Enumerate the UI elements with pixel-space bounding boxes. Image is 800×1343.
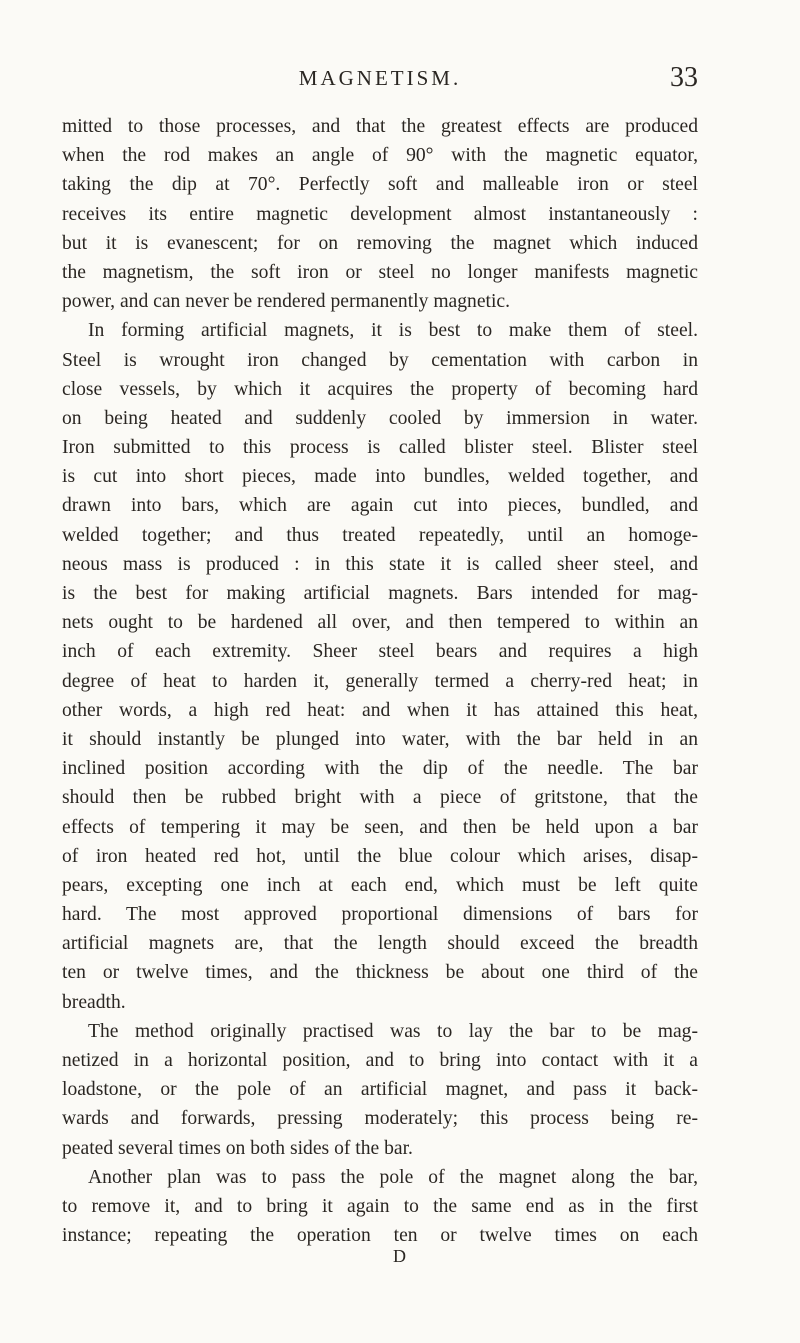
text-line: instance; repeating the operation ten or twelve times on each xyxy=(62,1225,698,1247)
text-line: pears, excepting one inch at each end, which must be left quite xyxy=(62,874,698,896)
text-line: Iron submitted to this process is called blister steel. Blister steel xyxy=(62,437,698,459)
text-line: neous mass is produced : in this state it is called sheer steel, and xyxy=(62,553,698,575)
text-line: Another plan was to pass the pole of the magnet along the bar, xyxy=(88,1166,698,1188)
text-line: degree of heat to harden it, generally termed a cherry-red heat; in xyxy=(62,670,698,692)
paragraph xyxy=(62,112,698,316)
page-header xyxy=(62,62,698,96)
running-head: MAGNETISM. xyxy=(298,66,462,90)
text-line: hard. The most approved proportional dimensions of bars for xyxy=(62,904,698,926)
text-line: nets ought to be hardened all over, and then tempered to within an xyxy=(62,612,698,634)
text-line: inclined position according with the dip of the needle. The bar xyxy=(62,758,698,780)
text-line: effects of tempering it may be seen, and then be held upon a bar xyxy=(62,816,698,838)
text-line: welded together; and thus treated repeatedly, until an homoge- xyxy=(62,524,698,546)
body-text xyxy=(62,112,698,1250)
paragraph xyxy=(62,316,698,1017)
text-line: close vessels, by which it acquires the property of becoming hard xyxy=(62,378,698,400)
page-number: 33 xyxy=(670,62,698,93)
text-line: is cut into short pieces, made into bundles, welded together, and xyxy=(62,466,698,488)
text-line: other words, a high red heat: and when it has attained this heat, xyxy=(62,699,698,721)
paragraph xyxy=(62,1163,698,1251)
paragraph xyxy=(62,1017,698,1163)
text-line: it should instantly be plunged into water, with the bar held in an xyxy=(62,728,698,750)
text-line: power, and can never be rendered permanently magnetic. xyxy=(62,291,511,313)
text-line: ten or twelve times, and the thickness be about one third of the xyxy=(62,962,698,984)
text-line: when the rod makes an angle of 90° with the magnetic equator, xyxy=(62,145,698,167)
text-line: netized in a horizontal position, and to bring into contact with it a xyxy=(62,1050,698,1071)
text-line: loadstone, or the pole of an artificial magnet, and pass it back- xyxy=(62,1079,698,1101)
text-line: to remove it, and to bring it again to the same end as in the first xyxy=(62,1195,698,1217)
text-line: taking the dip at 70°. Perfectly soft and malleable iron or steel xyxy=(62,174,698,196)
signature-mark: D xyxy=(393,1246,407,1266)
text-line: breadth. xyxy=(62,991,126,1013)
text-line: wards and forwards, pressing moderately; this process being re- xyxy=(62,1108,698,1130)
text-line: In forming artificial magnets, it is best to make them of steel. xyxy=(88,320,698,342)
text-line: receives its entire magnetic development almost instantaneously : xyxy=(62,203,698,225)
text-line: but it is evanescent; for on removing the magnet which induced xyxy=(62,232,698,254)
text-line: the magnetism, the soft iron or steel no longer manifests magnetic xyxy=(62,261,698,283)
text-line: peated several times on both sides of the bar. xyxy=(62,1137,413,1159)
text-line: should then be rubbed bright with a piece of gritstone, that the xyxy=(62,787,698,809)
text-line: inch of each extremity. Sheer steel bears and requires a high xyxy=(62,641,698,663)
text-line: of iron heated red hot, until the blue colour which arises, disap- xyxy=(62,845,698,867)
text-line: artificial magnets are, that the length should exceed the breadth xyxy=(62,933,698,955)
text-line: The method originally practised was to lay the bar to be mag- xyxy=(88,1020,698,1042)
text-line: on being heated and suddenly cooled by immersion in water. xyxy=(62,407,698,429)
text-line: mitted to those processes, and that the greatest effects are produced xyxy=(62,116,698,137)
text-line: drawn into bars, which are again cut into pieces, bundled, and xyxy=(62,495,698,517)
text-line: Steel is wrought iron changed by cementation with carbon in xyxy=(62,349,698,371)
text-line: is the best for making artificial magnets. Bars intended for mag- xyxy=(62,583,698,604)
